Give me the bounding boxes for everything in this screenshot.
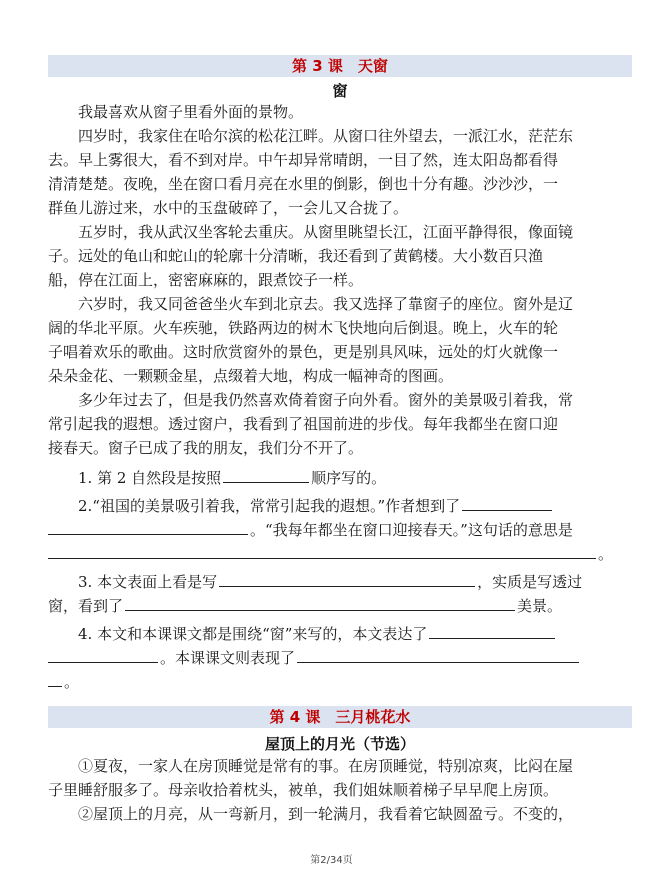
paragraph-line: 子里睡舒服多了。母亲收拾着枕头，被单，我们姐妹顺着梯子早早爬上房顶。	[48, 781, 559, 799]
question-3-text-end: 美景。	[517, 597, 563, 615]
passage-title: 窗	[332, 82, 348, 100]
paragraph-line: 去。早上雾很大，看不到对岸。中午却异常晴朗，一目了然，连太阳岛都看得	[48, 151, 559, 169]
question-2	[48, 494, 662, 518]
answer-blank-3a[interactable]	[219, 571, 475, 587]
question-2-text-mid: 。“我每年都坐在窗口迎接春天。”这句话的意思是	[250, 521, 573, 539]
question-4-text: 4. 本文和本课课文都是围绕“窗”来写的，本文表达了	[78, 625, 428, 643]
question-3-text-2: 窗，看到了	[48, 597, 124, 615]
answer-blank-2a[interactable]	[462, 495, 552, 511]
lesson-3-banner: 第 3 课 天窗	[48, 55, 632, 77]
paragraph-line: 五岁时，我从武汉坐客轮去重庆。从窗里眺望长江，江面平静得很，像面镜	[78, 223, 574, 241]
paragraph-line: 常引起我的遐想。透过窗户，我看到了祖国前进的步伐。每年我都坐在窗口迎	[48, 415, 559, 433]
question-2-text-end: 。	[598, 545, 614, 563]
question-3-text: 3. 本文表面上看是写	[78, 573, 218, 591]
question-2-cont2	[48, 542, 632, 566]
paragraph-line: 群鱼儿游过来，水中的玉盘破碎了，一会儿又合拢了。	[48, 199, 409, 217]
question-4	[48, 622, 662, 646]
question-4-text-end: 。	[64, 673, 80, 691]
passage-title-2: 屋顶上的月光（节选）	[264, 735, 415, 753]
question-3-text-mid: ，实质是写透过	[477, 573, 583, 591]
question-4-text-mid: 。本课课文则表现了	[160, 649, 296, 667]
paragraph-line: ①夏夜，一家人在房顶睡觉是常有的事。在房顶睡觉，特别凉爽，比闷在屋	[78, 757, 574, 775]
paragraph-line: 船，停在江面上，密密麻麻的，跟煮饺子一样。	[48, 271, 364, 289]
question-1-text: 1. 第 2 自然段是按照	[78, 469, 222, 487]
answer-blank-4d[interactable]	[48, 671, 62, 687]
paragraph-line: 接春天。窗子已成了我的朋友，我们分不开了。	[48, 439, 364, 457]
page-number: 第2/34页	[310, 855, 353, 866]
question-4-cont2	[48, 670, 632, 694]
question-3-cont	[48, 594, 632, 618]
question-1	[48, 466, 662, 490]
answer-blank-2b[interactable]	[48, 519, 248, 535]
paragraph-line: ②屋顶上的月亮，从一弯新月，到一轮满月，我看着它缺圆盈亏。不变的，	[78, 805, 574, 823]
paragraph-line: 阔的华北平原。火车疾驰，铁路两边的树木飞快地向后倒退。晚上，火车的轮	[48, 319, 559, 337]
question-3	[48, 570, 662, 594]
paragraph-line: 子。远处的龟山和蛇山的轮廓十分清晰，我还看到了黄鹤楼。大小数百只渔	[48, 247, 544, 265]
paragraph-line: 多少年过去了，但是我仍然喜欢倚着窗子向外看。窗外的美景吸引着我，常	[78, 391, 574, 409]
answer-blank-4c[interactable]	[297, 647, 579, 663]
question-1-text-end: 顺序写的。	[311, 469, 387, 487]
paragraph-line: 子唱着欢乐的歌曲。这时欣赏窗外的景色，更是别具风味，远处的灯火就像一	[48, 343, 559, 361]
answer-blank-4a[interactable]	[429, 623, 555, 639]
paragraph-line: 四岁时，我家住在哈尔滨的松花江畔。从窗口往外望去，一派江水，茫茫东	[78, 127, 574, 145]
lesson-4-banner: 第 4 课 三月桃花水	[48, 706, 632, 728]
question-2-cont	[48, 518, 632, 542]
paragraph-line: 朵朵金花、一颗颗金星，点缀着大地，构成一幅神奇的图画。	[48, 367, 454, 385]
paragraph-line: 我最喜欢从窗子里看外面的景物。	[78, 103, 304, 121]
answer-blank-1[interactable]	[223, 467, 309, 483]
answer-blank-2c[interactable]	[48, 543, 596, 559]
question-2-text: 2.“祖国的美景吸引着我，常常引起我的遐想。”作者想到了	[78, 497, 461, 515]
question-4-cont	[48, 646, 632, 670]
answer-blank-4b[interactable]	[48, 647, 158, 663]
paragraph-line: 清清楚楚。夜晚，坐在窗口看月亮在水里的倒影，倒也十分有趣。沙沙沙，一	[48, 175, 559, 193]
paragraph-line: 六岁时，我又同爸爸坐火车到北京去。我又选择了靠窗子的座位。窗外是辽	[78, 295, 574, 313]
answer-blank-3b[interactable]	[125, 595, 515, 611]
